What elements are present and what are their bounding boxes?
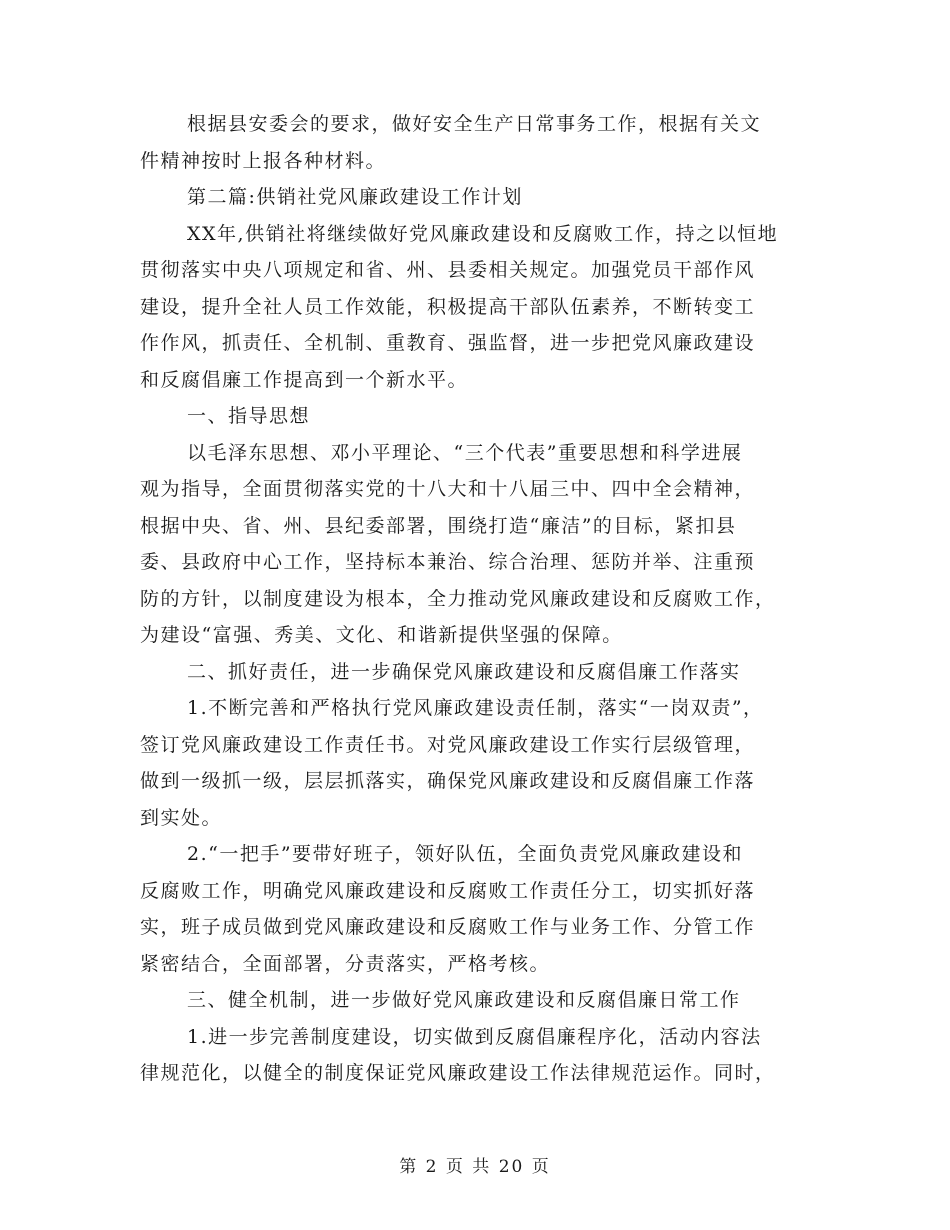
text-line: 建设，提升全社人员工作效能，积极提高干部队伍素养，不断转变工 — [140, 295, 756, 318]
text-line: 第二篇:供销社党风廉政建设工作计划 — [187, 186, 523, 208]
text-line: 为建设“富强、秀美、文化、和谐新提供坚强的保障。 — [140, 624, 623, 646]
text-line: 根据县安委会的要求，做好安全生产日常事务工作，根据有关文 — [187, 113, 762, 135]
text-line: 一、指导思想 — [187, 405, 311, 427]
text-line: 到实处。 — [140, 806, 223, 829]
text-line: 律规范化，以健全的制度保证党风廉政建设工作法律规范运作。同时， — [140, 1062, 776, 1084]
text-line: 三、健全机制，进一步做好党风廉政建设和反腐倡廉日常工作 — [187, 989, 741, 1011]
text-line: 二、抓好责任，进一步确保党风廉政建设和反腐倡廉工作落实 — [187, 660, 741, 683]
text-line: 反腐败工作，明确党风廉政建设和反腐败工作责任分工，切实抓好落 — [140, 879, 756, 902]
text-line: 2.“一把手”要带好班子，领好队伍，全面负责党风廉政建设和 — [187, 843, 744, 865]
text-line: 实，班子成员做到党风廉政建设和反腐败工作与业务工作、分管工作 — [140, 916, 756, 938]
text-line: 作作风，抓责任、全机制、重教育、强监督，进一步把党风廉政建设 — [140, 332, 756, 354]
text-line: 1.不断完善和严格执行党风廉政建设责任制，落实“一岗双责”， — [187, 697, 764, 719]
text-line: 委、县政府中心工作，坚持标本兼治、综合治理、惩防并举、注重预 — [140, 551, 756, 573]
text-line: 签订党风廉政建设工作责任书。对党风廉政建设工作实行层级管理， — [140, 733, 756, 756]
document-body — [140, 106, 810, 1092]
page-footer: 第 2 页 共 20 页 — [399, 1157, 551, 1177]
text-line: 观为指导，全面贯彻落实党的十八大和十八届三中、四中全会精神， — [140, 478, 756, 500]
text-line: 贯彻落实中央八项规定和省、州、县委相关规定。加强党员干部作风 — [140, 259, 756, 281]
text-line: 件精神按时上报各种材料。 — [140, 149, 387, 172]
text-line: 和反腐倡廉工作提高到一个新水平。 — [140, 368, 469, 391]
text-line: XX年,供销社将继续做好党风廉政建设和反腐败工作，持之以恒地 — [187, 222, 779, 245]
text-line: 1.进一步完善制度建设，切实做到反腐倡廉程序化，活动内容法 — [187, 1025, 762, 1048]
text-line: 做到一级抓一级，层层抓落实，确保党风廉政建设和反腐倡廉工作落 — [140, 770, 756, 792]
text-line: 根据中央、省、州、县纪委部署，围绕打造“廉洁”的目标，紧扣县 — [140, 514, 737, 537]
text-line: 紧密结合，全面部署，分责落实，严格考核。 — [140, 952, 551, 975]
text-line: 防的方针，以制度建设为根本，全力推动党风廉政建设和反腐败工作， — [140, 587, 776, 610]
text-line: 以毛泽东思想、邓小平理论、“三个代表”重要思想和科学进展 — [187, 441, 743, 464]
